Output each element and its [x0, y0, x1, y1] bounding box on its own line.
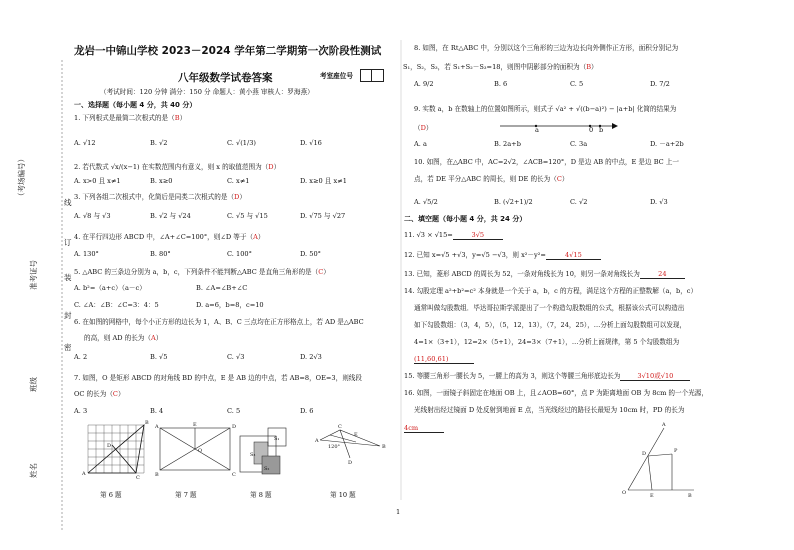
q16-answer: 4cm [404, 424, 444, 433]
name-label: 姓名 [29, 463, 38, 478]
svg-text:A: A [155, 424, 159, 430]
q8-opt-c: C. 5 [570, 80, 584, 88]
q15-answer: 3√10或√10 [620, 372, 690, 381]
svg-text:B: B [155, 472, 159, 478]
q14-stem-3: 如下勾股数组：（3，4，5），（5，12，13），（7，24，25），…分析上面勾股数组可以发现， [414, 321, 687, 329]
q2-opt-c: C. x≠1 [227, 177, 250, 185]
q2-opt-b: B. x≥0 [150, 177, 173, 185]
q6-opt-a: A. 2 [74, 353, 88, 361]
q9-opt-a: A. a [414, 140, 427, 148]
q5-opt-c: C. ∠A：∠B：∠C=3：4：5 [74, 301, 159, 309]
q4-opt-a: A. 130° [74, 250, 99, 258]
numline-label-0: 0 [589, 126, 594, 134]
q4-answer: A [253, 233, 258, 241]
q7-opt-c: C. 5 [227, 407, 241, 415]
q3-opt-c: C. √5 与 √15 [227, 212, 268, 220]
svg-text:A: A [662, 422, 666, 428]
section-fill-title: 二、填空题（每小题 4 分，共 24 分） [404, 215, 527, 223]
strip-char-5: 密 [64, 343, 72, 352]
q10-stem: 10. 如图，在△ABC 中，AC=2√2，∠ACB=120°，D 是边 AB 的中点，E 是边 BC 上一 [414, 158, 680, 166]
numline-label-a: a [535, 126, 539, 134]
q10-opt-c: C. √2 [570, 198, 588, 206]
exam-info: （考试时间：120 分钟 满分：150 分 命题人：黄小燕 审核人：罗海燕） [100, 88, 314, 96]
q8-opt-b: B. 6 [494, 80, 508, 88]
q7-opt-b: B. 4 [150, 407, 164, 415]
svg-text:B: B [382, 444, 386, 450]
q4-opt-b: B. 80° [150, 250, 171, 258]
q3-opt-b: B. √2 与 √24 [150, 212, 191, 220]
q11-answer: 3√5 [453, 231, 503, 240]
figure-q16-mirror [622, 422, 698, 499]
q14-answer: (11,60,61) [414, 355, 474, 364]
exam-title: 龙岩一中锦山学校 2023－2024 学年第二学期第一次阶段性测试 [74, 45, 382, 57]
q3-stem: 3. 下列各组二次根式中，化简后是同类二次根式的是（D） [74, 193, 246, 201]
q9-answer-wrap: （D） [414, 124, 433, 132]
strip-char-3: 装 [64, 273, 72, 282]
q3-opt-a: A. √8 与 √3 [74, 212, 111, 220]
q6-opt-d: D. 2√3 [300, 353, 322, 361]
q9-stem: 9. 实数 a，b 在数轴上的位置如图所示，则式子 √a² + √((b−a)²) − |a+b| 化简的结果为 [414, 105, 677, 113]
q12-stem: 12. 已知 x=√5 +√3，y=√5 −√3，则 x²－y²= 4√15 [404, 251, 601, 260]
q9-opt-b: B. 2a+b [494, 140, 521, 148]
q5-answer: C [318, 268, 324, 276]
svg-text:E: E [193, 422, 197, 428]
strip-char-2: 订 [64, 238, 72, 247]
q6-stem: 6. 在如图的网格中，每个小正方形的边长为 1，A、B、C 三点均在正方形格点上，若 AD 是△ABC [74, 318, 364, 326]
class-label: 班级 [29, 377, 38, 392]
q10-opt-d: D. √3 [650, 198, 668, 206]
q1-stem: 1. 下列根式是最简二次根式的是（B） [74, 114, 187, 122]
svg-text:S₁: S₁ [274, 436, 280, 442]
q4-opt-d: D. 50° [300, 250, 321, 258]
caption-q6: 第 6 题 [100, 491, 122, 499]
q10-opt-b: B. (√2+1)/2 [494, 198, 533, 206]
q10-stem-2: 点，若 DE 平分△ABC 的周长，则 DE 的长为（C） [414, 175, 569, 183]
q8-stem: 8. 如图，在 Rt△ABC 中，分别以这个三角形的三边为边长向外侧作正方形，面积分别记为 [414, 44, 679, 52]
q7-stem: 7. 如图，O 是矩形 ABCD 的对角线 BD 的中点，E 是 AB 边的中点，若 AB=8，OE=3，则线段 [74, 374, 362, 382]
q5-stem: 5. △ABC 的三条边分别为 a，b，c，下列条件不能判断△ABC 是直角三角形的是（C） [74, 268, 330, 276]
q2-opt-d: D. x≥0 且 x≠1 [300, 177, 347, 185]
svg-text:D: D [348, 460, 353, 466]
svg-text:S₃: S₃ [250, 452, 256, 458]
q8-stem-2: S₁，S₂，S₃，若 S₁+S₂－S₃=18，则图中阴影部分的面积为（B） [403, 63, 598, 71]
q13-stem: 13. 已知，菱形 ABCD 的周长为 52，一条对角线长为 10，则另一条对角线长为 24 [404, 270, 685, 279]
q8-opt-a: A. 9/2 [414, 80, 434, 88]
caption-q10: 第 10 题 [330, 491, 356, 499]
q4-opt-c: C. 100° [227, 250, 252, 258]
svg-text:O: O [622, 490, 627, 496]
q6-opt-c: C. √3 [227, 353, 245, 361]
svg-text:C: C [136, 475, 140, 481]
svg-text:B: B [145, 420, 149, 426]
svg-text:D: D [107, 443, 112, 449]
exam-no-note: （考场编号） [17, 155, 26, 200]
q14-stem-2: 通常叫做勾股数组．毕达哥拉斯学派提出了一个构造勾股数组的公式，根据该公式可以构造出 [414, 304, 685, 312]
q7-opt-a: A. 3 [74, 407, 88, 415]
svg-text:P: P [674, 448, 678, 454]
q9-opt-d: D. －a+2b [650, 140, 684, 148]
q7-stem-2: OC 的长为（C） [74, 390, 125, 398]
q10-opt-a: A. √5/2 [414, 198, 438, 206]
q14-stem-1: 14. 勾股定理 a²+b²=c² 本身就是一个关于 a，b，c 的方程，满足这个方程的正整数解（a，b，c） [404, 287, 698, 295]
q5-opt-d: D. a=6，b=8，c=10 [196, 301, 264, 309]
svg-text:E: E [354, 432, 358, 438]
page-number: 1 [396, 508, 401, 516]
q1-opt-b: B. √2 [150, 139, 168, 147]
q2-stem: 2. 若代数式 √x/(x−1) 在实数范围内有意义，则 x 的取值范围为（D） [74, 163, 281, 171]
svg-text:120°: 120° [328, 444, 341, 450]
q2-answer: D [268, 163, 274, 171]
q9-opt-c: C. 3a [570, 140, 588, 148]
caption-q7: 第 7 题 [175, 491, 197, 499]
exam-subtitle: 八年级数学试卷答案 [178, 72, 273, 84]
q1-opt-c: C. √(1/3) [227, 139, 256, 147]
admission-label: 准考证号 [29, 260, 38, 290]
q1-opt-a: A. √12 [74, 139, 96, 147]
svg-text:S₂: S₂ [264, 466, 270, 472]
q8-answer: B [586, 63, 592, 71]
q14-stem-4: 4=1×（3+1），12=2×（5+1），24=3×（7+1），…分析上面规律，第 5 个勾股数组为 [414, 338, 680, 346]
svg-text:C: C [232, 472, 236, 478]
q7-answer: C [112, 390, 118, 398]
q15-stem: 15. 等腰三角形一腰长为 5，一腰上的高为 3，则这个等腰三角形底边长为 3√10或√10 [404, 372, 690, 381]
q3-answer: D [234, 193, 240, 201]
q16-stem-2: 光线射出经过镜面 D 处反射到地面 E 点，当光线经过的路径长最短为 10cm 时，PD 的长为 [414, 406, 685, 414]
q10-answer: C [556, 175, 562, 183]
caption-q8: 第 8 题 [250, 491, 272, 499]
svg-text:A: A [315, 438, 319, 444]
svg-text:A: A [82, 471, 86, 477]
q16-stem-1: 16. 如图，一面镜子斜固定在地面 OB 上，且∠AOB=60°，点 P 为距离地面 OB 为 8cm 的一个光源， [404, 389, 708, 397]
q7-opt-d: D. 6 [300, 407, 314, 415]
svg-text:D: D [232, 424, 237, 430]
q6-answer: A [151, 334, 156, 342]
q2-opt-a: A. x>0 且 x≠1 [74, 177, 121, 185]
svg-text:O: O [198, 448, 203, 454]
q4-stem: 4. 在平行四边形 ABCD 中，∠A+∠C=100°，则∠D 等于（A） [74, 233, 265, 241]
svg-text:E: E [650, 493, 654, 499]
svg-text:D: D [642, 451, 647, 457]
q5-opt-a: A. b²=（a+c）（a－c） [74, 284, 146, 292]
q1-answer: B [174, 114, 180, 122]
q5-opt-b: B. ∠A=∠B+∠C [196, 284, 248, 292]
strip-char-4: 封 [64, 311, 72, 320]
q3-opt-d: D. √75 与 √27 [300, 212, 346, 220]
q8-opt-d: D. 7/2 [650, 80, 670, 88]
q9-answer: D [420, 124, 426, 132]
seat-label: 考室座位号 [320, 72, 353, 80]
numline-label-b: b [599, 126, 604, 134]
svg-text:C: C [338, 424, 342, 430]
q11-stem: 11. √3 × √15= 3√5 [404, 231, 503, 240]
strip-char-1: 线 [64, 198, 72, 207]
svg-text:B: B [688, 493, 692, 499]
q6-stem-2: 的高，则 AD 的长为（A） [84, 334, 163, 342]
q13-answer: 24 [640, 270, 685, 279]
q1-opt-d: D. √16 [300, 139, 322, 147]
section-choice-title: 一、选择题（每小题 4 分，共 40 分） [74, 101, 197, 109]
q6-opt-b: B. √5 [150, 353, 168, 361]
q12-answer: 4√15 [546, 251, 601, 260]
